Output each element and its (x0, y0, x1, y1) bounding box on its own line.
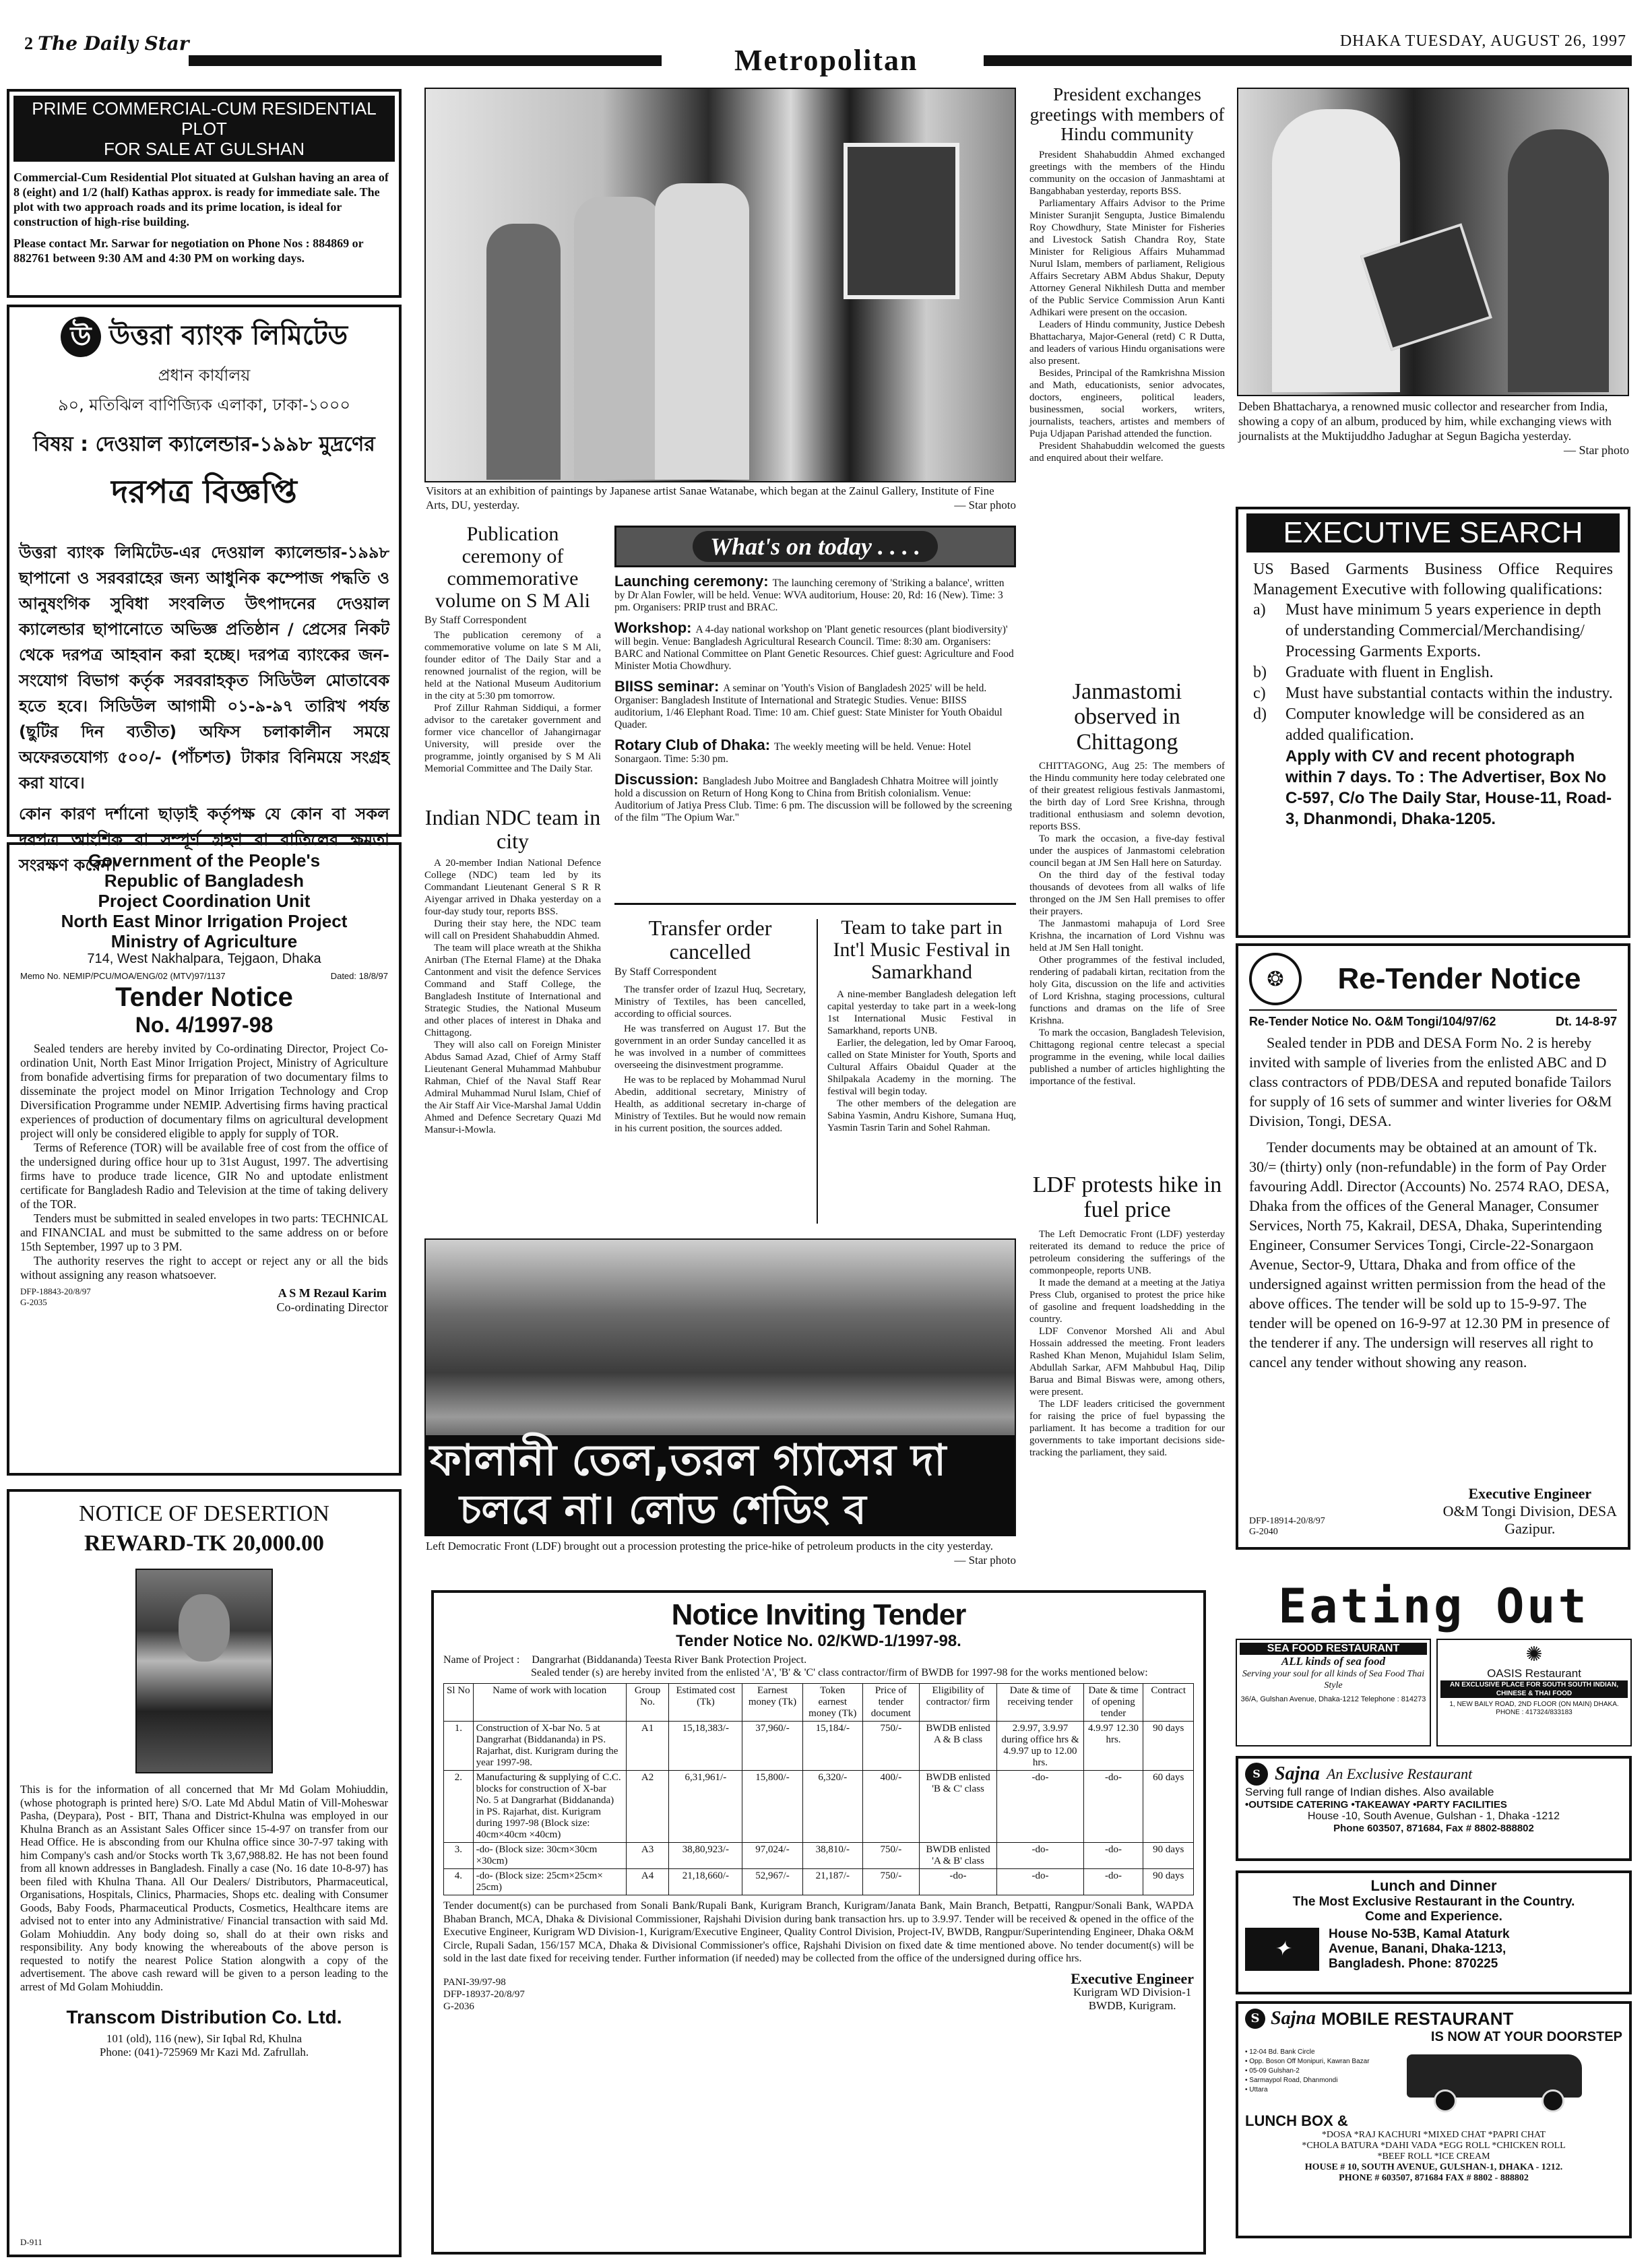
sajna-mobile-sub: IS NOW AT YOUR DOORSTEP (1430, 2029, 1622, 2044)
ad-bwdb-tender (431, 1590, 1206, 2255)
exec-qualification-text: Graduate with fluent in English. (1285, 664, 1494, 681)
bwdb-table-cell: -do- (997, 1843, 1083, 1869)
lunch-dinner-ad (1236, 1870, 1632, 1994)
ldf-para-2: It made the demand at a meeting at the Jatiya Press Club, organised to protest the price hike of gasoline and frequent loadshedding in the country. (1029, 1277, 1225, 1325)
desertion-body: This is for the information of all concerned that Mr Md Golam Mohiuddin, (whose photograph is printed here) S/O. Late Md Abdul Matin of Vill-Moheswar Pasha, (Deypara), Post - BIT, Thana and District-Khulna was employed in our Khulna Branch as an Assistant Sales Officer since 15-4-97 on transfer from our Head Office. He is absconding from our Khulna office since 30-7-97 taking with him Company's cash and/or Stocks worth Tk 3,67,988.82. He has not been found from all known addresses in Bangladesh. Finally a case (No. 16 date 10-8-97) has been filed with Khulna Thana. All Our Dealers/ Distributors, Pharmaceutical, Organisations, Hospitals, Clinics, Pharmacies, Shops etc. dealing with Consumer Goods, Baby Foods, Pharmaceutical Products, Cosmetics, Healthcare items are advised not to enter into any Administrative/ Financial transaction with said Md. Golam Mohiuddin. Any body doing so, shall do at their own risks and responsibility. Any body knowing the whereabouts of the above person is requested to notify the nearest Police Station alongwith a copy of the advertisement. The above cash reward will be given to a person leading to the arrest of Md Golam Mohiuddin. (20, 1783, 388, 1993)
ad-plot-contact: Please contact Mr. Sarwar for negotiation on Phone Nos : 884869 or 882761 between 9:30 AM and 4:30 PM on working days. (13, 237, 364, 265)
oasis-logo-icon: ✺ (1525, 1643, 1543, 1666)
eating-out-section (1236, 1579, 1632, 2253)
bwdb-table-cell: -do- (997, 1771, 1083, 1843)
van-wheel-front (1434, 2089, 1457, 2112)
exec-qualification-text: Must have substantial contacts within the industry. (1285, 685, 1613, 702)
exec-qualification-text: Computer knowledge will be considered as an added qualification. (1285, 705, 1585, 744)
bwdb-table-cell: 15,800/- (742, 1771, 802, 1843)
ndc-para-2: During their stay here, the NDC team will call on President Shahabuddin Ahmed. (424, 918, 601, 942)
bwdb-table-cell: 60 days (1143, 1771, 1194, 1843)
story-janmastomi (1029, 679, 1225, 1158)
transfer-byline: By Staff Correspondent (614, 966, 717, 978)
header-rule-right (984, 55, 1632, 66)
seafood-tag: ALL kinds of sea food (1281, 1655, 1386, 1668)
bwdb-col-header: Price of tender document (862, 1684, 919, 1722)
story-transfer (614, 916, 806, 1226)
president-para-4: Besides, Principal of the Ramkrishna Mission and Math, educationists, senior advocates, doctors, engineers, political leaders, businessmen, social workers, writers, journalists, teachers, artistes and members of Puja Udjapan Parishad attended the function. (1029, 368, 1225, 440)
exec-intro: US Based Garments Business Office Requires Management Executive with following qualifications: (1253, 561, 1613, 598)
bwdb-table-cell: 4.9.97 12.30 hrs. (1083, 1722, 1143, 1771)
bwdb-sig-2: Kurigram WD Division-1 (1073, 1985, 1192, 1998)
seafood-restaurant-ad (1236, 1639, 1431, 1746)
lunch-heading: Lunch and Dinner (1370, 1877, 1497, 1894)
retender-dfp: DFP-18914-20/8/97 (1249, 1516, 1325, 1526)
bwdb-col-header: Date & time of receiving tender (997, 1684, 1083, 1722)
whats-on-item-text: Bangladesh Jubo Moitree and Bangladesh Chhatra Moitree will jointly hold a discussion on Return of Hong Kong to China from British colonialism. Venue: Auditorium of Jatiya Press Club. Time: 6 pm. The discussion will be followed by the screening of the film "The Opium War." (614, 776, 1012, 823)
bwdb-table-cell: 15,18,383/- (669, 1722, 742, 1771)
sajna-stops-list (1245, 2048, 1387, 2110)
bwdb-col-header: Name of work with location (473, 1684, 626, 1722)
sajna-line-4: Phone 603507, 871684, Fax # 8802-888802 (1333, 1823, 1534, 1834)
bwdb-table-cell: 90 days (1143, 1869, 1194, 1895)
bullet-icon: • (1245, 2077, 1250, 2084)
eating-out-title: Eating Out (1278, 1579, 1589, 1634)
desertion-phone: Phone: (041)-725969 Mr Kazi Md. Zafrullah. (99, 2046, 309, 2058)
van-wheel-rear (1542, 2089, 1564, 2112)
transfer-music-divider (817, 919, 818, 1224)
bwdb-table-cell: 90 days (1143, 1722, 1194, 1771)
bwdb-table-cell: 3. (444, 1843, 474, 1869)
gov-line-5: Ministry of Agriculture (110, 931, 298, 951)
janmastomi-para-4: The Janmastomi mahapuja of Lord Sree Krishna, the incarnation of Lord Vishnu was held at JM Sen Hall tonight. (1029, 918, 1225, 954)
sajna-menu-1: *DOSA *RAJ KACHURI *MIXED CHAT *PAPRI CHAT (1321, 2130, 1546, 2140)
bullet-icon: • (1245, 2048, 1250, 2056)
sajna-stop-item (1245, 2048, 1387, 2057)
ad-plot-body: Commercial-Cum Residential Plot situated at Gulshan having an area of 8 (eight) and 1/2 (half) Kathas approx. is ready for immediate sale. The plot with two approach roads and its prime location, is ideal for construction of high-rise building. (13, 170, 389, 228)
bwdb-table-cell: -do- (Block size: 25cm×25cm× 25cm) (473, 1869, 626, 1895)
sajna-mobile-box: LUNCH BOX & (1245, 2112, 1348, 2129)
whats-on-list (614, 575, 1016, 824)
janmastomi-headline: Janmastomi observed in Chittagong (1072, 679, 1182, 755)
ad-plot-header (13, 96, 395, 162)
ad-executive-search (1236, 507, 1630, 938)
retender-sig-1: Executive Engineer (1468, 1485, 1592, 1502)
bwdb-table-cell: 38,80,923/- (669, 1843, 742, 1869)
uttara-footer: কোন কারণ দর্শানো ছাড়াই কর্তৃপক্ষ যে কোন বা সকল দরপত্র আংশিক বা সম্পূর্ণ গ্রহণ বা বাতিলের ক্ষমতা সংরক্ষণ করেন। (19, 805, 389, 875)
photo-exhibition (424, 88, 1016, 482)
uttara-address: ৯০, মতিঝিল বাণিজ্যিক এলাকা, ঢাকা-১০০০ (57, 396, 351, 414)
lunch-logo-icon: ✦ (1245, 1928, 1319, 1971)
ad-desertion-notice (7, 1489, 402, 2257)
gov-dated: Dated: 18/8/97 (330, 971, 388, 981)
gov-line-2: Republic of Bangladesh (104, 871, 305, 891)
ndc-para-1: A 20-member Indian National Defence College (NDC) team led by its Commandant Lieutenant General S R R Aiyengar arrived in Dhaka yesterday on a four-day study tour, reports BSS. (424, 858, 601, 918)
exec-qualifications (1246, 600, 1620, 746)
whats-on-today (614, 526, 1016, 903)
president-para-5: President Shahabuddin welcomed the guests and enquired about their welfare. (1029, 441, 1225, 464)
dateline: DHAKA TUESDAY, AUGUST 26, 1997 (1339, 32, 1626, 50)
exec-qualification (1253, 600, 1613, 662)
whats-on-banner (614, 526, 1016, 567)
mobile-van-illustration (1387, 2048, 1622, 2110)
bwdb-table-cell: -do- (1083, 1843, 1143, 1869)
bwdb-project-label: Name of Project : (443, 1654, 520, 1666)
bwdb-sig-1: Executive Engineer (1071, 1970, 1194, 1987)
lunch-addr-2: Avenue, Banani, Dhaka-1213, (1329, 1942, 1506, 1956)
desa-logo: ❂ (1249, 953, 1302, 1005)
sajna-stop-text: Opp. Boson Off Monipuri, Kawran Bazar (1249, 2058, 1370, 2065)
sajna-exclusive-ad (1236, 1756, 1632, 1861)
bwdb-table-cell: -do- (1083, 1771, 1143, 1843)
oasis-name: OASIS Restaurant (1487, 1667, 1581, 1680)
retender-para-2: Tender documents may be obtained at an amount of Tk. 30/= (thirty) only (non-refundable) in the form of Pay Order favouring Addl. Director (Accounts) No. 2574 RAO, DESA, Dhaka from the offices of the General Manager, Consumer Services, North 75, Kakrail, DESA, Dhaka, Superintending Engineer, Consumer Services Tongi, Circle-22-Sonargaon Avenue, Sector-9, Uttara, Dhaka and from office of the undersigned against written permission from the head of the above offices. The tender will be sold up to 15-9-97. The tender will be opened on 16-9-97 at 12.30 PM in presence of the tenderer if any. The undersign will reserves all right to cancel any tender without showing any reason. (1249, 1139, 1610, 1371)
whats-on-item (614, 678, 1016, 731)
exec-qualification (1253, 704, 1613, 746)
sajna-stop-text: Sarmaypol Road, Dhanmondi (1249, 2077, 1338, 2084)
sm-ali-para-1: The publication ceremony of a commemorative volume on late S M Ali, founder editor of The Daily Star and a renowned journalist of the region, will be held at the National Museum Auditorium in the city at 5:30 pm tomorrow. (424, 630, 601, 701)
bwdb-table-cell: 6,31,961/- (669, 1771, 742, 1843)
page-number: 2 (24, 34, 33, 53)
retender-para-1: Sealed tender in PDB and DESA Form No. 2 is hereby invited with sample of liveries from the enlisted ABC and D class contractors of PDB/DESA and reputed bonafide Tailors for supply of 16 sets of summer and winter liveries for O&M Division, Tongi, DESA. (1249, 1034, 1612, 1129)
desertion-reward: REWARD-TK 20,000.00 (84, 1531, 325, 1556)
bwdb-footer: Tender document(s) can be purchased from Sonali Bank/Rupali Bank, Kurigram Branch, Kurigram/Janata Bank, Main Branch, Betpatti, Rangpur/Sonali Bank, WAPDA Bhaban Branch, MCA, Dhaka & Divisional Commissioner, Rajshahi Division during bank transaction hrs. up to 3.9.97. Tender will be received & opened in the office of the Executive Engineer, Kurigram WD Division-1, Kurigram/Executive Engineer, Quality Control Division, Project-IV, BWDB, Rangpur/Superintending Engineer, Dhaka O&M Circle, Rupali Sadan, 156/157 MCA, Dhaka & Divisional Commissioner's office, Rajshahi Division on fixed date & time mentioned above. No tender document(s) will be sold in the last date fixed for receiving tender. Further information (if needed) may be collected from the office of the undersigned during office hrs. (443, 1900, 1194, 1964)
janmastomi-para-3: On the third day of the festival today thousands of devotees from all walks of life thronged on the JM Sen Hall premises to offer their prayers. (1029, 870, 1225, 918)
gov-tender-title: Tender Notice (115, 982, 293, 1012)
sajna-logo-icon: S (1245, 1763, 1268, 1786)
sajna-stop-item (1245, 2067, 1387, 2076)
oasis-addr: 1, NEW BAILY ROAD, 2ND FLOOR (ON MAIN) DHAKA. PHONE : 417324/833183 (1449, 1701, 1619, 1716)
rally-banner (426, 1435, 1015, 1536)
rally-banner-line-1: ফালানী তেল,তরল গ্যাসের দা (430, 1436, 947, 1486)
sajna-stop-item (1245, 2085, 1387, 2095)
sajna-mobile-logo-icon: S (1245, 2009, 1265, 2029)
bwdb-table-cell: BWDB enlisted 'B & C' class (919, 1771, 996, 1843)
whats-on-item-text: The launching ceremony of 'Striking a balance', written by Dr Alan Fowler, will be held. Venue: WVA auditorium, House: 20, Rd: 16 (New). Time: 3 pm. Organisers: PRIP trust and BRAC. (614, 577, 1005, 613)
lunch-sub-2: Come and Experience. (1365, 1910, 1502, 1924)
sajna-menu-2: *CHOLA BATURA *DAHI VADA *EGG ROLL *CHICKEN ROLL (1302, 2141, 1566, 2151)
exhibition-painting (844, 143, 959, 299)
sajna-stop-text: 05-09 Gulshan-2 (1249, 2067, 1300, 2075)
deben-caption (1238, 399, 1629, 480)
ad-plot-title-2: FOR SALE AT GULSHAN (103, 139, 305, 159)
bwdb-table-cell: A1 (626, 1722, 669, 1771)
bullet-icon: • (1245, 2086, 1250, 2093)
uttara-notice-title: দরপত্র বিজ্ঞপ্তি (111, 473, 297, 511)
bwdb-title: Notice Inviting Tender (671, 1598, 966, 1631)
gov-line-1: Government of the People's (88, 850, 321, 871)
gov-para-1: Sealed tenders are hereby invited by Co-ordinating Director, Project Co-ordination Unit, North East Minor Irrigation Project, Ministry of Agriculture from bonafide advertising firms for preparation of two documentary films to disseminate the project model on Minor Irrigation Technology and Crop Diversification Programme under NEMIP. Advertising firms having practical experiences of production of documentary films on agricultural development project will only be considered eligible to apply for supply of TOR. (20, 1042, 388, 1140)
retender-title: Re-Tender Notice (1337, 962, 1581, 995)
bwdb-table-cell: A3 (626, 1843, 669, 1869)
ndc-para-4: They will also call on Foreign Minister Abdus Samad Azad, Chief of Army Staff Lieutenant General Muhammad Mahbubur Rahman, Chief of the Naval Staff Rear Admiral Muhammad Nurul Islam, Chief of the Air Staff Air Vice-Marshal Jamal Uddin Ahmed and Defence Secretary Quazi Md Mansur-i-Mowla. (424, 1040, 601, 1136)
exhibition-figure-3 (655, 183, 749, 480)
seafood-addr: 36/A, Gulshan Avenue, Dhaka-1212 Telephone : 814273 (1240, 1695, 1426, 1703)
page-header (20, 27, 1632, 77)
bwdb-table-cell: Manufacturing & supplying of C.C. blocks for construction of X-bar No. 5 at Dangrarhat (Biddananda) in PS. Rajarhat, dist. Kurigram during 1997-98 (Block size: 40cm×40cm ×40cm) (473, 1771, 626, 1843)
whats-on-item-text: A seminar on 'Youth's Vision of Bangladesh 2025' will be held. Organiser: Bangladesh Institute of International and Strategic Studies. Venue: BIISS auditorium, 1/46 Elephant Road. Time: 10 am. Chief guest: State Minister for Youth Obaidul Quader. (614, 683, 1003, 730)
exec-qualification-text: Must have minimum 5 years experience in depth of understanding Commercial/Merchandising/ Processing Garments Exports. (1285, 601, 1601, 660)
bwdb-sig-3: BWDB, Kurigram. (1088, 1998, 1176, 2012)
uttara-office: প্রধান কার্যালয় (158, 366, 251, 385)
bullet-icon: • (1245, 2067, 1250, 2075)
sm-ali-byline: By Staff Correspondent (424, 615, 527, 626)
uttara-subject: বিষয় : দেওয়াল ক্যালেন্ডার-১৯৯৮ মুদ্রণের (33, 433, 375, 456)
gov-para-3: Tenders must be submitted in sealed envelopes in two parts: TECHNICAL and FINANCIAL and must be submitted to the same address on or before 15th September, 1997 up to 3 PM. (20, 1211, 388, 1253)
exec-qualification-letter: b) (1253, 664, 1267, 681)
gov-address: 714, West Nakhalpara, Tejgaon, Dhaka (87, 951, 321, 966)
bwdb-table-cell: 400/- (862, 1771, 919, 1843)
music-headline: Team to take part in Int'l Music Festival in Samarkhand (833, 916, 1011, 983)
deben-caption-text: Deben Bhattacharya, a renowned music collector and researcher from India, showing a copy of an album, produced by him, while exchanging views with journalists at the Muktijuddho Jadughar at Segun Bagicha yesterday. (1238, 400, 1612, 443)
retender-sig-2: O&M Tongi Division, DESA (1442, 1503, 1617, 1519)
desertion-address: 101 (old), 116 (new), Sir Iqbal Rd, Khulna (106, 2032, 303, 2045)
whats-on-item (614, 736, 1016, 765)
bwdb-table-cell: 4. (444, 1869, 474, 1895)
ldf-para-4: The LDF leaders criticised the government for raising the price of fuel bypassing the parliament. It has become a tradition for our governments to take important decisions side-tracking the parliament, they said. (1029, 1398, 1225, 1458)
bwdb-table-cell: 21,187/- (802, 1869, 862, 1895)
photo-deben-bhattacharya (1237, 88, 1629, 396)
whats-on-item-text: A 4-day national workshop on 'Plant genetic resources (plant biodiversity)' will begin. Venue: Bangladesh Agricultural Research Council. Time: 8:30 am. Organisers: BARC and National Committee on Plant Genetic Resources. Chief guest: Agriculture and Food Minister Motia Chowdhury. (614, 624, 1014, 672)
bwdb-col-header: Eligibility of contractor/ firm (919, 1684, 996, 1722)
exec-qualification-letter: d) (1253, 705, 1267, 723)
whats-on-item-head: Discussion: (614, 771, 699, 788)
music-para-2: Earlier, the delegation, led by Omar Farooq, called on State Minister for Youth, Sports and Cultural Affairs Obaidul Quader at the Shilpakala Academy in the morning. The festival will begin today. (827, 1038, 1016, 1097)
janmastomi-para-5: Other programmes of the festival included, rendering of padabali kirtan, recitation from the holy Gita, discussion on the life and activities of Lord Krishna, staging processions, cultural functions and dramas on the life of Sree Krishna. (1029, 955, 1225, 1027)
sajna-line-1: Serving full range of Indian dishes. Also available (1245, 1786, 1494, 1798)
ad-retender-notice (1236, 943, 1630, 1550)
exec-qualification-letter: a) (1253, 601, 1266, 619)
lunch-sub-1: The Most Exclusive Restaurant in the Country. (1292, 1895, 1575, 1909)
desertion-title: NOTICE OF DESERTION (79, 1501, 329, 1526)
bwdb-col-header: Contract (1143, 1684, 1194, 1722)
ad-plot-for-sale (7, 89, 402, 298)
bwdb-table-cell: -do- (919, 1869, 996, 1895)
sajna-mobile-addr: HOUSE # 10, SOUTH AVENUE, GULSHAN-1, DHAKA - 1212. (1304, 2162, 1563, 2172)
bwdb-table-cell: -do- (Block size: 30cm×30cm ×30cm) (473, 1843, 626, 1869)
rally-caption-text: Left Democratic Front (LDF) brought out a procession protesting the price-hike of petroleum products in the city yesterday. (426, 1540, 994, 1552)
sajna-name: Sajna (1275, 1763, 1320, 1784)
bwdb-table-cell: 1. (444, 1722, 474, 1771)
gov-signatory: A S M Rezaul Karim (278, 1286, 387, 1300)
bwdb-table-row (444, 1722, 1194, 1771)
sajna-mobile-phone: PHONE # 603507, 871684 FAX # 8802 - 888802 (1339, 2173, 1529, 2183)
story-music-festival (827, 916, 1016, 1226)
rally-credit: — Star photo (954, 1554, 1016, 1567)
ad-gov-tender (7, 842, 402, 1476)
retender-date: Dt. 14-8-97 (1555, 1015, 1617, 1028)
gov-line-3: Project Coordination Unit (98, 891, 311, 911)
bwdb-table-cell: BWDB enlisted A & B class (919, 1722, 996, 1771)
desertion-code: D-911 (20, 2237, 42, 2247)
bwdb-table-cell: -do- (997, 1869, 1083, 1895)
ndc-para-3: The team will place wreath at the Shikha Anirban (The Eternal Flame) at the Dhaka Cantonment and visit the defence Services Command and Staff College, the Bangladesh Institute of International and Strategic Studies, the National Museum and other places of interest in Dhaka and Chittagong. (424, 943, 601, 1039)
bwdb-table-row (444, 1771, 1194, 1843)
seafood-name: SEA FOOD RESTAURANT (1240, 1643, 1427, 1655)
sajna-stop-text: Uttara (1249, 2086, 1268, 2093)
story-ldf-protest (1029, 1172, 1225, 1583)
sajna-mobile-heading: MOBILE RESTAURANT (1321, 2008, 1514, 2029)
lunch-addr-3: Bangladesh. Phone: 870225 (1329, 1957, 1498, 1971)
gov-memo: Memo No. NEMIP/PCU/MOA/ENG/02 (MTV)97/1137 (20, 971, 226, 981)
bwdb-table-cell: 6,320/- (802, 1771, 862, 1843)
bwdb-table-cell: 21,18,660/- (669, 1869, 742, 1895)
sajna-menu-3: *BEEF ROLL *ICE CREAM (1377, 2151, 1490, 2162)
transfer-para-1: The transfer order of Izazul Huq, Secretary, Ministry of Textiles, has been cancelled, according to official sources. (614, 984, 806, 1020)
bwdb-project: Dangrarhat (Biddananda) Teesta River Bank Protection Project. (532, 1654, 807, 1666)
whats-on-item-head: BIISS seminar: (614, 678, 720, 695)
whats-on-item-text: The weekly meeting will be held. Venue: Hotel Sonargaon. Time: 5:30 pm. (614, 741, 972, 765)
whats-on-item (614, 619, 1016, 672)
sajna-stop-item (1245, 2076, 1387, 2085)
bwdb-table-cell: Construction of X-bar No. 5 at Dangrarhat (Biddananda) in PS. Rajarhat, dist. Kurigram during the year 1997-98. (473, 1722, 626, 1771)
exec-qualification (1253, 683, 1613, 704)
sajna-tag: An Exclusive Restaurant (1326, 1765, 1473, 1782)
section-title: Metropolitan (734, 44, 918, 77)
bwdb-intro: Sealed tender (s) are hereby invited from the enlisted 'A', 'B' & 'C' class contractor/firm of BWDB for 1997-98 for the works mentioned below: (531, 1667, 1148, 1678)
second-figure (1508, 129, 1609, 392)
retender-no: Re-Tender Notice No. O&M Tongi/104/97/62 (1249, 1015, 1496, 1028)
transfer-para-3: He was to be replaced by Mohammad Nurul Abedin, additional secretary, Ministry of Health, as additional secretary in-charge of Ministry of Textiles. But he would now remain in his current position, the sources added. (614, 1075, 806, 1135)
photo-ldf-rally (424, 1238, 1016, 1536)
bwdb-table-cell: 750/- (862, 1843, 919, 1869)
gov-para-4: The authority reserves the right to accept or reject any or all the bids without assigning any reason whatsoever. (20, 1254, 388, 1282)
bwdb-table-row (444, 1843, 1194, 1869)
janmastomi-para-6: To mark the occasion, Bangladesh Television, Chittagong regional centre telecast a special programme in the evening, while local dailies published a number of articles highlighting the importance of the festival. (1029, 1028, 1225, 1088)
gov-tender-no: No. 4/1997-98 (135, 1013, 274, 1037)
bwdb-table-cell: 37,960/- (742, 1722, 802, 1771)
uttara-bank-name: উত্তরা ব্যাংক লিমিটেড (108, 320, 348, 351)
bwdb-table-row (444, 1869, 1194, 1895)
rally-caption (426, 1539, 1016, 1570)
ldf-para-3: LDF Convenor Morshed Ali and Abul Hossain addressed the meeting. Front leaders Rashed Khan Menon, Mujahidul Islam Selim, Abdullah Sarkar, AFM Mahbubul Haq, Dilip Barua and Bimal Biswas were, among others, were present. (1029, 1325, 1225, 1397)
transfer-headline: Transfer order cancelled (648, 916, 772, 964)
president-headline: President exchanges greetings with members of Hindu community (1029, 84, 1225, 145)
bwdb-table-cell: 38,810/- (802, 1843, 862, 1869)
exec-qualification-letter: c) (1253, 685, 1266, 702)
bwdb-table-cell: 2. (444, 1771, 474, 1843)
president-para-1: President Shahabuddin Ahmed exchanged greetings with the members of the Hindu community on the occasion of Janmashtami at Bangabhaban yesterday, reports BSS. (1029, 150, 1225, 197)
rally-banner-line-2: চলবে না। লোড শেডিং ব (459, 1486, 866, 1534)
bwdb-col-header: Sl No (444, 1684, 474, 1722)
exhibition-caption-text: Visitors at an exhibition of paintings by Japanese artist Sanae Watanabe, which began at the Zainul Gallery, Institute of Fine Arts, DU, yesterday. (426, 484, 994, 511)
uttara-body: উত্তরা ব্যাংক লিমিটেড-এর দেওয়াল ক্যালেন্ডার-১৯৯৮ ছাপানো ও সরবরাহের জন্য আধুনিক কম্পোজ পদ্ধতি ও আনুষংগিক সুবিধা সংবলিত উৎপাদনের দেওয়াল ক্যালেন্ডার ছাপানোতে অভিজ্ঞ প্রতিষ্ঠান / প্রেসের নিকট থেকে দরপত্র আহবান করা হচ্ছে। দরপত্র ব্যাংকের জন-সংযোগ বিভাগ কর্তৃক সরবরাহকৃত সিডিউল মোতাবেক হতে হবে। সিডিউল আগামী ০১-৯-৯৭ তারিখ পর্যন্ত (ছুটির দিন ব্যতীত) অফিস চলাকালীন সময়ে অফেরতযোগ্য ৫০০/- (পাঁচশত) টাকার বিনিময়ে সংগ্রহ করা যাবে। (19, 543, 389, 792)
bwdb-table-cell: 52,967/- (742, 1869, 802, 1895)
whats-on-item-head: Rotary Club of Dhaka: (614, 736, 771, 753)
deserter-photo (135, 1569, 273, 1773)
whats-on-bottom-rule (614, 903, 1016, 905)
gov-g: G-2035 (20, 1297, 47, 1307)
sm-ali-headline: Publication ceremony of commemorative volume on S M Ali (435, 523, 591, 612)
president-para-3: Leaders of Hindu community, Justice Debesh Bhattacharya, Major-General (retd) C R Dutta, and leaders of various Hindu organisations were also present. (1029, 319, 1225, 367)
bwdb-table-cell: 15,184/- (802, 1722, 862, 1771)
bwdb-no: Tender Notice No. 02/KWD-1/1997-98. (676, 1632, 961, 1650)
uttara-bank-logo: উ (61, 317, 101, 357)
whats-on-item (614, 771, 1016, 824)
ldf-headline: LDF protests hike in fuel price (1032, 1172, 1222, 1223)
whats-on-item-head: Workshop: (614, 619, 692, 636)
oasis-tag: AN EXCLUSIVE PLACE FOR SOUTH SOUTH INDIAN, CHINESE & THAI FOOD (1440, 1680, 1628, 1698)
exhibition-credit: — Star photo (954, 499, 1016, 511)
bwdb-dfp: DFP-18937-20/8/97 (443, 1988, 525, 2000)
ndc-headline: Indian NDC team in city (424, 805, 601, 854)
story-president (1029, 85, 1225, 671)
seafood-tag-2: Serving your soul for all kinds of Sea Food Thai Style (1242, 1669, 1425, 1691)
paper-name: The Daily Star (38, 32, 189, 55)
retender-g: G-2040 (1249, 1527, 1278, 1537)
sm-ali-para-2: Prof Zillur Rahman Siddiqui, a former advisor to the caretaker government and former vice chancellor of Jahangirnagar University, will preside over the programme, jointly organised by S M Ali Memorial Committee and The Daily Star. (424, 703, 601, 774)
gov-line-4: North East Minor Irrigation Project (61, 911, 348, 931)
bwdb-works-table (443, 1683, 1194, 1895)
bwdb-table-cell: 2.9.97, 3.9.97 during office hrs & 4.9.97 up to 12.00 hrs. (997, 1722, 1083, 1771)
exec-title: EXECUTIVE SEARCH (1246, 513, 1620, 553)
deserter-face-shape (179, 1594, 230, 1662)
bwdb-table-cell: 90 days (1143, 1843, 1194, 1869)
janmastomi-para-2: To mark the occasion, a five-day festival under the auspices of Janmastomi celebration council began at JM Sen Hall here on Saturday. (1029, 833, 1225, 869)
desertion-company: Transcom Distribution Co. Ltd. (66, 2007, 342, 2027)
lunch-addr-1: House No-53B, Kamal Ataturk (1329, 1927, 1510, 1941)
sajna-stop-item (1245, 2057, 1387, 2067)
deben-credit: — Star photo (1564, 443, 1629, 457)
music-para-1: A nine-member Bangladesh delegation left capital yesterday to take part in a week-long 1st International Music Festival in Samarkhand, reports UNB. (827, 989, 1016, 1036)
whats-on-title: What's on today . . . . (693, 531, 938, 562)
janmastomi-para-1: CHITTAGONG, Aug 25: The members of the Hindu community here today celebrated one of their greatest religious festivals Janmastomi, the birth day of Lord Sree Krishna, through traditional enthusiasm and solemn devotion, reports BSS. (1029, 761, 1225, 833)
gov-para-2: Terms of Reference (TOR) will be available free of cost from the office of the undersigned during office hour up to 31st August, 1997. The advertising firms have to produce trade licence, GIR No and uptodate enlistment certificate for Bangladesh Radio and Television at the time of taking delivery of the TOR. (20, 1141, 388, 1211)
bwdb-table-cell: BWDB enlisted 'A & B' class (919, 1843, 996, 1869)
president-para-2: Parliamentary Affairs Advisor to the Prime Minister Suranjit Sengupta, Justice Bimalendu Roy Chowdhury, State Minister for Fisheries and Livestock Satish Chandra Roy, State Minister for Religious Affairs Muhammad Nurul Islam, members of parliament, Religious Affairs Secretary ABM Abdus Shakur, Deputy Attorney General Nikhilesh Dutta and member of the Public Service Commission Arun Kanti Adhikari were present on the occasion. (1029, 198, 1225, 319)
gov-dfp: DFP-18843-20/8/97 (20, 1286, 91, 1296)
exec-apply: Apply with CV and recent photograph within 7 days. To : The Advertiser, Box No C-597, C/o The Daily Star, House-11, Road-3, Dhanmondi, Dhaka-1205. (1285, 747, 1612, 828)
ldf-para-1: The Left Democratic Front (LDF) yesterday reiterated its demand to reduce the price of petroleum considering the sufferings of the commonpeople, reports UNB. (1029, 1228, 1225, 1276)
story-ndc (424, 806, 601, 1237)
exec-qualification (1253, 662, 1613, 683)
story-sm-ali (424, 523, 601, 819)
exhibition-figure-1 (486, 224, 561, 480)
bwdb-table-cell: 97,024/- (742, 1843, 802, 1869)
bwdb-pani: PANI-39/97-98 (443, 1976, 506, 1988)
bwdb-table-cell: 750/- (862, 1722, 919, 1771)
bwdb-g: G-2036 (443, 2001, 474, 2012)
bwdb-col-header: Date & time of opening tender (1083, 1684, 1143, 1722)
sajna-mobile-name: Sajna (1271, 2008, 1316, 2029)
gov-signatory-title: Co-ordinating Director (276, 1300, 388, 1314)
exhibition-figure-2 (574, 197, 662, 480)
bwdb-table-cell: A4 (626, 1869, 669, 1895)
retender-sig-3: Gazipur. (1504, 1520, 1556, 1537)
bwdb-col-header: Estimated cost (Tk) (669, 1684, 742, 1722)
music-para-3: The other members of the delegation are Sabina Yasmin, Andru Kishore, Sumana Huq, Yasmin Tasrin Tarin and Sohel Rahman. (827, 1098, 1016, 1133)
bwdb-col-header: Group No. (626, 1684, 669, 1722)
bullet-icon: • (1245, 2058, 1250, 2065)
bwdb-table-cell: 750/- (862, 1869, 919, 1895)
bwdb-table-cell: A2 (626, 1771, 669, 1843)
sajna-stop-text: 12-04 Bd. Bank Circle (1249, 2048, 1315, 2056)
header-rule-left (189, 55, 662, 66)
sajna-line-2: •OUTSIDE CATERING •TAKEAWAY •PARTY FACILITIES (1245, 1799, 1507, 1810)
photo-exhibition-caption (426, 484, 1016, 515)
bwdb-col-header: Earnest money (Tk) (742, 1684, 802, 1722)
ad-plot-title-1: PRIME COMMERCIAL-CUM RESIDENTIAL PLOT (32, 98, 377, 139)
bwdb-col-header: Token earnest money (Tk) (802, 1684, 862, 1722)
bwdb-table-cell: -do- (1083, 1869, 1143, 1895)
sajna-mobile-ad (1236, 2001, 1632, 2238)
sajna-line-3: House -10, South Avenue, Gulshan - 1, Dhaka -1212 (1307, 1810, 1560, 1822)
whats-on-item (614, 575, 1016, 614)
transfer-para-2: He was transferred on August 17. But the government in an order Sunday cancelled it as he was involved in a number of committees overseeing the disinvestment programme. (614, 1023, 806, 1071)
oasis-restaurant-ad (1436, 1639, 1632, 1746)
whats-on-item-head: Launching ceremony: (614, 573, 769, 590)
